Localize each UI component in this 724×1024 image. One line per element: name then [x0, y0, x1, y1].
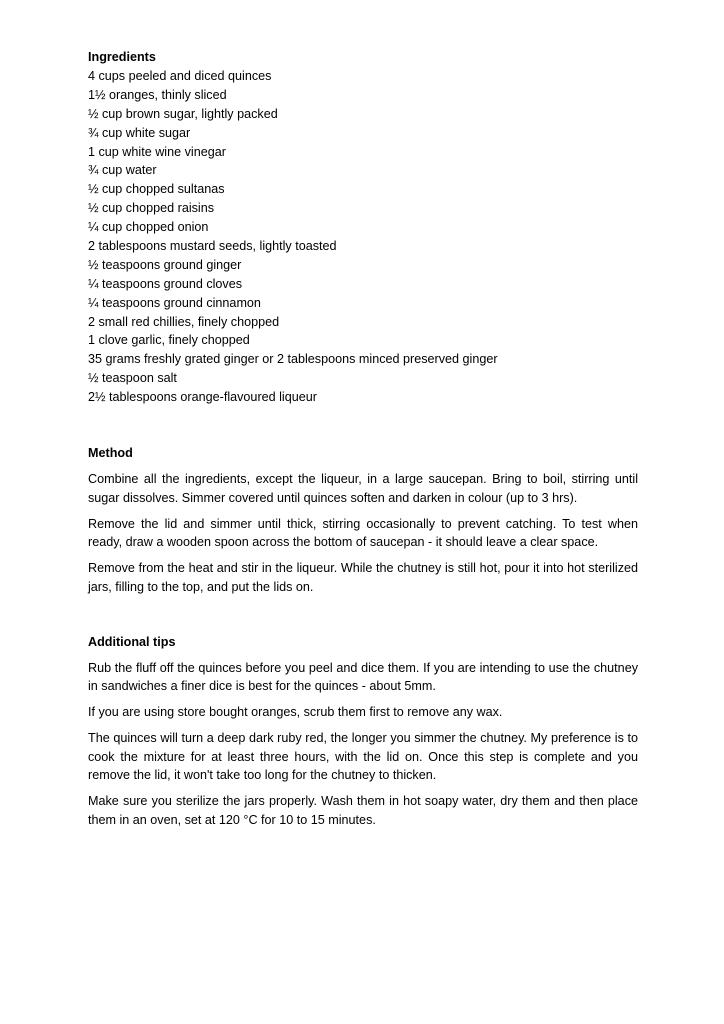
tips-heading: Additional tips [88, 634, 176, 649]
ingredient-item: 35 grams freshly grated ginger or 2 tablespoons minced preserved ginger [88, 352, 498, 367]
ingredient-item: 2½ tablespoons orange-flavoured liqueur [88, 390, 317, 405]
ingredient-item: ¾ cup white sugar [88, 125, 191, 140]
ingredient-item: ¾ cup water [88, 163, 157, 178]
tips-paragraph: The quinces will turn a deep dark ruby red, the longer you simmer the chutney. My preference is to cook the mixture for at least three hours, with the lid on. Once this step is complete and you remove the lid, it won't take too long for the chutney to thicken. [88, 731, 638, 783]
ingredient-item: 2 small red chillies, finely chopped [88, 314, 280, 329]
section-spacer [88, 604, 638, 633]
ingredient-item: ¼ teaspoons ground cloves [88, 276, 243, 291]
ingredient-item: ½ teaspoon salt [88, 371, 177, 386]
recipe-document [88, 48, 638, 837]
ingredients-heading: Ingredients [88, 50, 156, 64]
method-paragraph: Remove the lid and simmer until thick, stirring occasionally to prevent catching. To test when ready, draw a wooden spoon across the bottom of saucepan - it should leave a clear space. [88, 516, 638, 550]
method-paragraph: Remove from the heat and stir in the liqueur. While the chutney is still hot, pour it into hot sterilized jars, filling to the top, and put the lids on. [88, 561, 638, 594]
ingredient-item: ¼ cup chopped onion [88, 220, 209, 235]
ingredient-item: ½ cup chopped raisins [88, 201, 215, 216]
ingredient-item: ½ cup brown sugar, lightly packed [88, 106, 278, 121]
section-spacer [88, 407, 638, 444]
ingredient-item: 1 clove garlic, finely chopped [88, 333, 250, 348]
ingredient-item: ¼ teaspoons ground cinnamon [88, 295, 261, 310]
ingredient-item: 1 cup white wine vinegar [88, 144, 226, 159]
method-paragraph: Combine all the ingredients, except the liqueur, in a large saucepan. Bring to boil, stirring until sugar dissolves. Simmer covered until quinces soften and darken in colour (up to 3 hrs). [88, 472, 638, 505]
tips-paragraph: If you are using store bought oranges, scrub them first to remove any wax. [88, 705, 503, 720]
method-heading: Method [88, 446, 133, 461]
ingredient-item: 4 cups peeled and diced quinces [88, 69, 272, 83]
tips-paragraph: Make sure you sterilize the jars properly. Wash them in hot soapy water, dry them and then place them in an oven, set at 120 °C for 10 to 15 minutes. [88, 794, 638, 827]
ingredient-item: 1½ oranges, thinly sliced [88, 87, 227, 102]
ingredient-item: 2 tablespoons mustard seeds, lightly toasted [88, 239, 337, 254]
tips-paragraph: Rub the fluff off the quinces before you peel and dice them. If you are intending to use the chutney in sandwiches a finer dice is best for the quinces - about 5mm. [88, 660, 638, 694]
ingredient-item: ½ teaspoons ground ginger [88, 257, 242, 272]
ingredient-item: ½ cup chopped sultanas [88, 182, 225, 197]
ingredients-list [88, 67, 638, 407]
